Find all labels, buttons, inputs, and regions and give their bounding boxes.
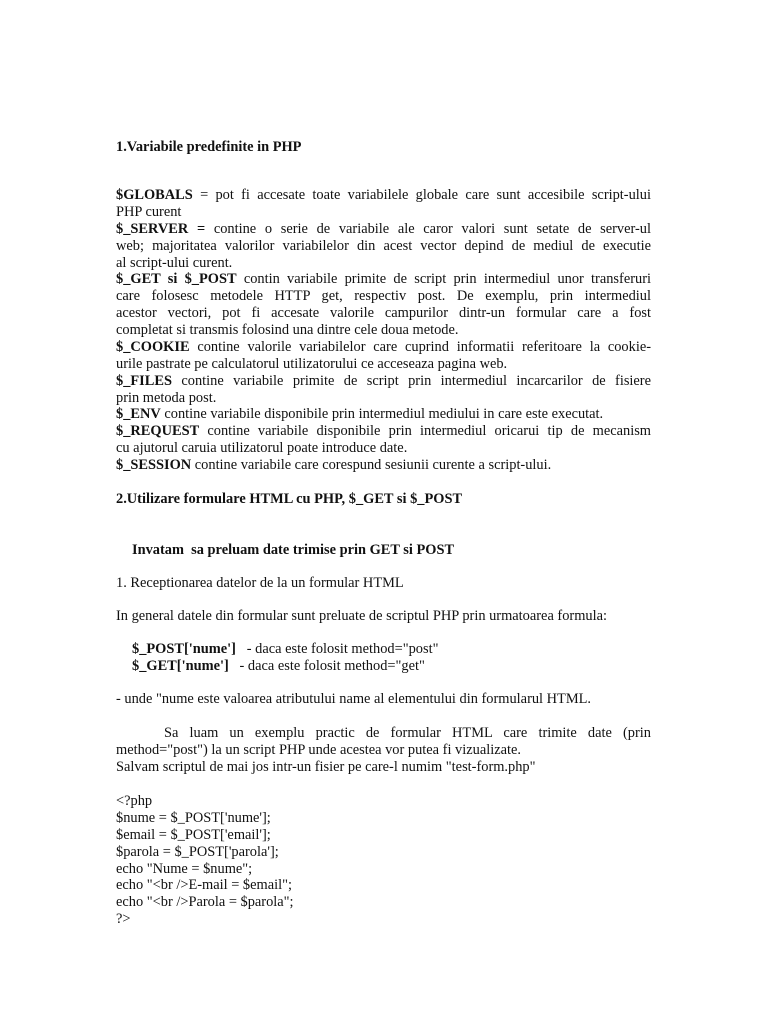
env-text-1: contine variabile disponibile prin intermediul mediului in care este executat. [160,406,604,422]
cookie-line-2: urile pastrate pe calculatorul utilizatorului ce acceseaza pagina web. [116,356,508,372]
code-line: echo "Nume = $nume"; [116,861,253,877]
server-text-1: contine o serie de variabile ale caror valori sunt setate de server-ul [205,221,651,237]
get-formula-line [132,658,425,675]
code-line: echo "<br />Parola = $parola"; [116,894,294,910]
cookie-term: $_COOKIE [116,339,190,355]
env-line-1 [116,406,603,423]
files-term: $_FILES [116,373,172,389]
request-text-1: contine variabile disponibile prin intermediul oricarui tip de mecanism [199,423,651,439]
code-line: $email = $_POST['email']; [116,827,271,843]
example-line-1: Sa luam un exemplu practic de formular HTML care trimite date (prin [164,725,651,741]
server-term: $_SERVER = [116,221,206,237]
example-line-3: Salvam scriptul de mai jos intr-un fisier pe care-l numim "test-form.php" [116,759,536,775]
globals-term: $GLOBALS [116,187,193,203]
server-line-3: al script-ului curent. [116,255,233,271]
cookie-line-1 [116,339,651,356]
server-line-1 [116,221,651,238]
code-line: <?php [116,793,153,809]
getpost-term: $_GET si $_POST [116,271,237,287]
unde-explanation: - unde "nume este valoarea atributului name al elementului din formularul HTML. [116,691,592,707]
session-line-1 [116,457,551,474]
session-term: $_SESSION [116,457,192,473]
post-formula-code: $_POST['nume'] [132,641,236,657]
server-line-2: web; majoritatea valorilor variabilelor din acest vector depind de mediul de executie [116,238,651,254]
example-line-2: method="post") la un script PHP unde acestea vor putea fi vizualizate. [116,742,521,758]
request-term: $_REQUEST [116,423,200,439]
getpost-line-3: acestor vectori, pot fi accesate valorile campurilor dintr-un formular care a fost [116,305,651,321]
request-line-1 [116,423,651,440]
getpost-text-1: contin variabile primite de script prin intermediul unor transferuri [236,271,651,287]
general-description: In general datele din formular sunt preluate de scriptul PHP prin urmatoarea formula: [116,608,607,624]
section-heading-html-forms: 2.Utilizare formulare HTML cu PHP, $_GET si $_POST [116,491,463,507]
get-formula-desc: - daca este folosit method="get" [228,658,425,674]
post-formula-line [132,641,438,658]
code-line: $nume = $_POST['nume']; [116,810,271,826]
cookie-text-1: contine valorile variabilelor care cuprind informatii referitoare la cookie- [189,339,651,355]
files-line-2: prin metoda post. [116,390,217,406]
getpost-line-2: care folosesc metodele HTTP get, respectiv post. De exemplu, prin intermediul [116,288,651,304]
item-receive-data: 1. Receptionarea datelor de la un formular HTML [116,575,404,591]
getpost-line-1 [116,271,651,288]
globals-line-1 [116,187,651,204]
request-line-2: cu ajutorul caruia utilizatorul poate introduce date. [116,440,408,456]
section-heading-predefined-variables: 1.Variabile predefinite in PHP [116,139,302,155]
code-line: ?> [116,911,131,927]
code-line: echo "<br />E-mail = $email"; [116,877,292,893]
env-term: $_ENV [116,406,161,422]
code-line: $parola = $_POST['parola']; [116,844,279,860]
getpost-line-4: completat si transmis folosind una dintre cele doua metode. [116,322,459,338]
files-line-1 [116,373,651,390]
globals-line-2: PHP curent [116,204,182,220]
globals-text-1: = pot fi accesate toate variabilele globale care sunt accesibile script-ului [192,187,651,203]
post-formula-desc: - daca este folosit method="post" [235,641,439,657]
get-formula-code: $_GET['nume'] [132,658,229,674]
session-text-1: contine variabile care corespund sesiunii curente a script-ului. [191,457,552,473]
subheading-get-post: Invatam sa preluam date trimise prin GET si POST [132,542,455,558]
files-text-1: contine variabile primite de script prin intermediul incarcarilor de fisiere [171,373,651,389]
